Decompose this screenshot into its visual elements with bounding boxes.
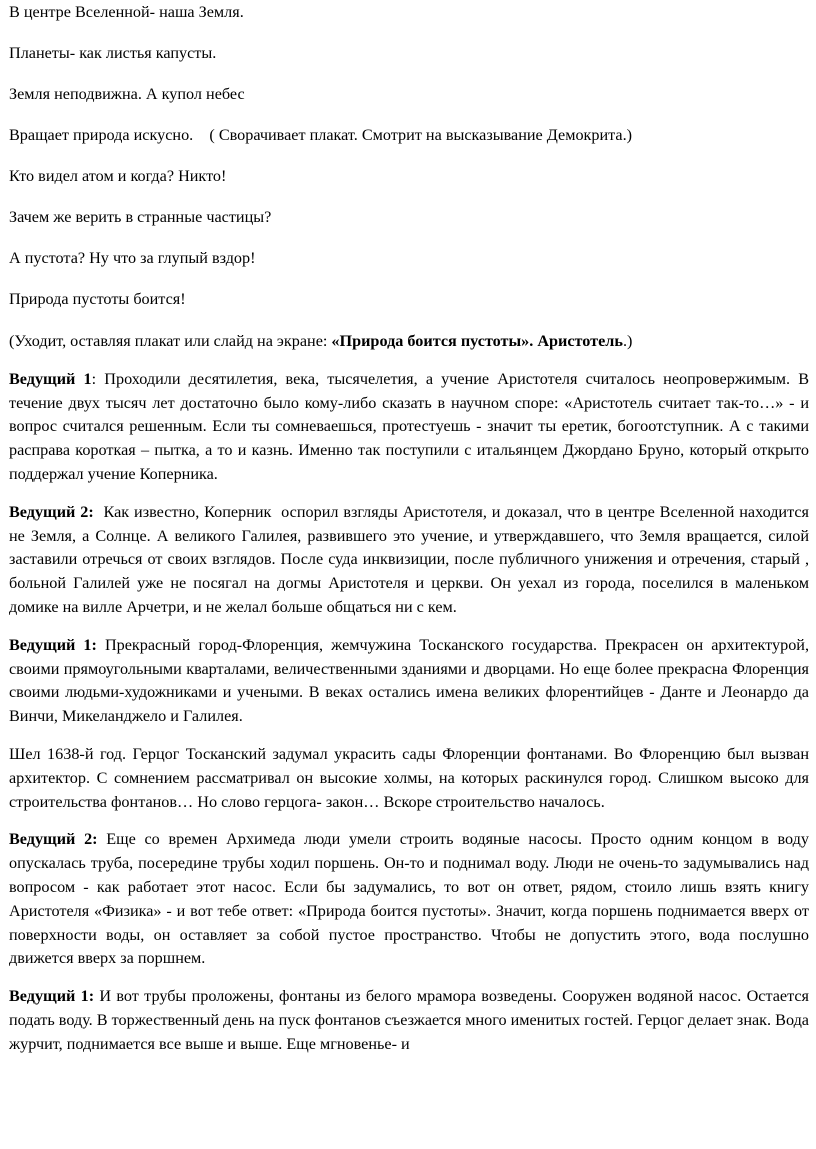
verse-line: Вращает природа искусно. ( Сворачивает плакат. Смотрит на высказывание Демокрита.)	[9, 126, 633, 144]
poem-verse	[9, 0, 809, 309]
verse-line: Природа пустоты боится!	[9, 290, 186, 308]
verse-line: Кто видел атом и когда? Никто!	[9, 167, 227, 185]
verse-line: В центре Вселенной- наша Земля.	[9, 3, 244, 21]
paragraph-host2-a	[9, 501, 814, 620]
paragraph-host1-a	[9, 368, 809, 487]
paragraph-host1-c	[9, 985, 809, 1056]
paragraph-host2-b	[9, 828, 809, 971]
paragraph-text: И вот трубы проложены, фонтаны из белого мрамора возведены. Сооружен водяной насос. Остается подать воду. В торжественный день на пуск фонтанов съезжается много именитых гостей. Герцог делает знак. Вода журчит, поднимается все выше и выше. Еще мгновенье- и	[9, 987, 809, 1053]
speaker-label: Ведущий 1	[9, 369, 92, 388]
paragraph-text: Шел 1638-й год. Герцог Тосканский задумал украсить сады Флоренции фонтанами. Во Флоренцию был вызван архитектор. С сомнением рассматривал он высокие холмы, на которых раскинулся город. Слишком высоко для строительства фонтанов… Но слово герцога- закон… Вскоре строительство началось.	[9, 744, 809, 811]
verse-line: А пустота? Ну что за глупый вздор!	[9, 249, 256, 267]
verse-line: Земля неподвижна. А купол небес	[9, 85, 245, 103]
paragraph-text: Как известно, Коперник оспорил взгляды Аристотеля, и доказал, что в центре Вселенной находится не Земля, а Солнце. А великого Галилея, развившего это учение, и утверждавшего, что Земля вращается, силой заставили отречься от своих взглядов. После суда инквизиции, после публичного унижения и отречения, старый , больной Галилей уже не посягал на догмы Аристотеля и церкви. Он уехал из города, поселился в маленьком домике на вилле Арчетри, и не желал больше общаться ни с кем.	[9, 502, 814, 616]
stage-direction-quote: «Природа боится пустоты». Аристотель	[331, 332, 623, 350]
speaker-label: Ведущий 2:	[9, 502, 94, 521]
verse-line: Планеты- как листья капусты.	[9, 44, 217, 62]
speaker-label: Ведущий 1:	[9, 987, 95, 1006]
paragraph-text: Еще со времен Архимеда люди умели строить водяные насосы. Просто одним концом в воду опускалась труба, посередине трубы ходил поршень. Он-то и поднимал воду. Люди не очень-то задумывались над вопросом - как работает этот насос. Если бы задумались, то вот он ответ, рядом, стоило лишь взять книгу Аристотеля «Физика» - и вот тебе ответ: «Природа боится пустоты». Значит, когда поршень поднимается вверх от поверхности воды, он оставляет за собой пустое пространство. Чтобы не допустить этого, вода послушно движется вверх за поршнем.	[9, 830, 810, 968]
speaker-label: Ведущий 2:	[9, 830, 98, 849]
document-page	[9, 0, 814, 1057]
paragraph-narration	[9, 743, 809, 814]
paragraph-text: : Проходили десятилетия, века, тысячелетия, а учение Аристотеля считалось неопровержимым. В течение двух тысяч лет достаточно было кому-либо сказать в научном споре: «Аристотель считает так-то…» - и вопрос считался решенным. Если ты сомневаешься, протестуешь - значит ты еретик, богоотступник. А с такими расправа короткая – пытка, а то и казнь. Именно так поступили с итальянцем Джордано Бруно, который открыто поддержал учение Коперника.	[9, 369, 810, 483]
stage-direction	[9, 330, 809, 354]
paragraph-text: Прекрасный город-Флоренция, жемчужина Тосканского государства. Прекрасен он архитектурой, своими прямоугольными кварталами, величественными зданиями и дворцами. Но еще более прекрасна Флоренция своими людьми-художниками и учеными. В веках остались имена великих флорентийцев - Данте и Леонардо да Винчи, Микеланджело и Галилея.	[9, 635, 810, 726]
stage-direction-text: (Уходит, оставляя плакат или слайд на экране:	[9, 332, 332, 350]
speaker-label: Ведущий 1:	[9, 635, 97, 654]
stage-direction-end: .)	[622, 332, 633, 350]
paragraph-host1-b	[9, 634, 809, 729]
verse-line: Зачем же верить в странные частицы?	[9, 208, 272, 226]
